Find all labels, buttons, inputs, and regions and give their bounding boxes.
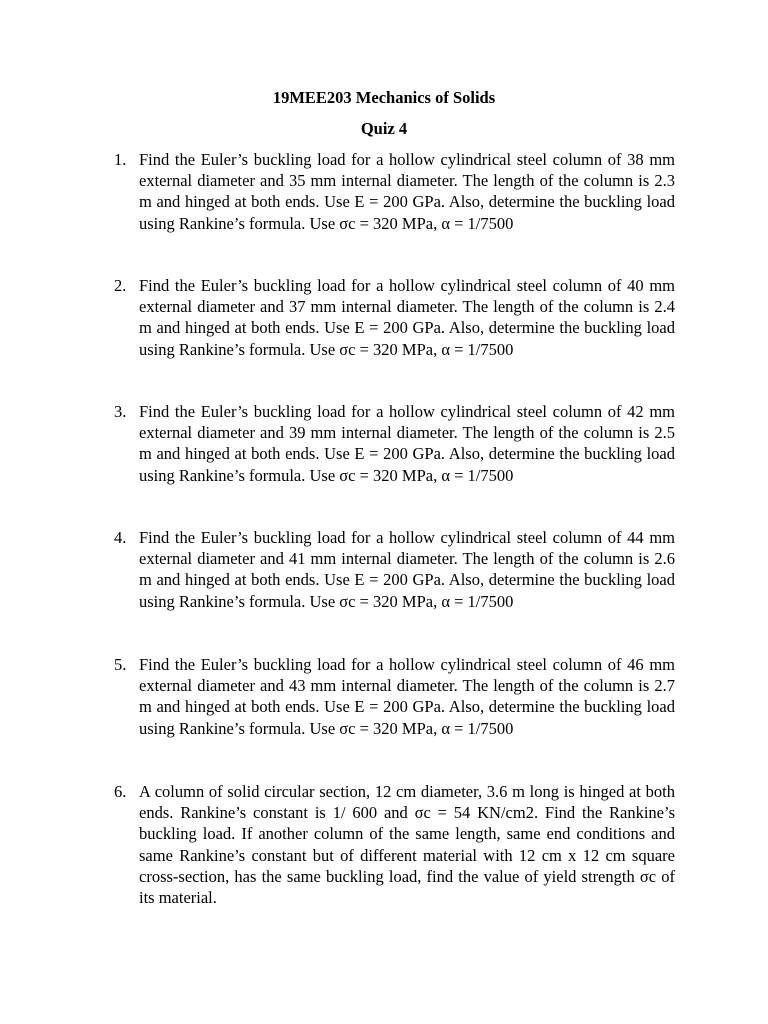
- question-text: A column of solid circular section, 12 cm diameter, 3.6 m long is hinged at both ends. Rankine’s constant is 1/ 600 and σc = 54 KN/cm2. Find the Rankine’s buckling load. If another column of the same length, same end conditions and same Rankine’s constant but of different material with 12 cm x 12 cm square cross-section, has the same buckling load, find the value of yield strength σc of its material.: [139, 782, 675, 908]
- question-text: Find the Euler’s buckling load for a hollow cylindrical steel column of 42 mm external diameter and 39 mm internal diameter. The length of the column is 2.5 m and hinged at both ends. Use E = 200 GPa. Also, determine the buckling load using Rankine’s formula. Use σc = 320 MPa, α = 1/7500: [139, 402, 675, 485]
- question-number: 1.: [114, 150, 127, 169]
- question-number: 2.: [114, 276, 127, 295]
- question-5: [114, 654, 675, 739]
- question-3: [114, 401, 675, 486]
- question-4: [114, 527, 675, 612]
- question-text: Find the Euler’s buckling load for a hollow cylindrical steel column of 46 mm external diameter and 43 mm internal diameter. The length of the column is 2.7 m and hinged at both ends. Use E = 200 GPa. Also, determine the buckling load using Rankine’s formula. Use σc = 320 MPa, α = 1/7500: [139, 655, 675, 738]
- question-6: [114, 781, 675, 908]
- question-number: 3.: [114, 402, 127, 421]
- question-number: 4.: [114, 528, 127, 547]
- question-1: [114, 149, 675, 234]
- question-number: 5.: [114, 655, 127, 674]
- document-title: 19MEE203 Mechanics of Solids: [272, 88, 496, 107]
- question-text: Find the Euler’s buckling load for a hollow cylindrical steel column of 38 mm external diameter and 35 mm internal diameter. The length of the column is 2.3 m and hinged at both ends. Use E = 200 GPa. Also, determine the buckling load using Rankine’s formula. Use σc = 320 MPa, α = 1/7500: [139, 150, 675, 233]
- question-number: 6.: [114, 782, 127, 801]
- question-2: [114, 275, 675, 360]
- quiz-title: Quiz 4: [360, 119, 408, 138]
- question-text: Find the Euler’s buckling load for a hollow cylindrical steel column of 44 mm external diameter and 41 mm internal diameter. The length of the column is 2.6 m and hinged at both ends. Use E = 200 GPa. Also, determine the buckling load using Rankine’s formula. Use σc = 320 MPa, α = 1/7500: [139, 528, 675, 611]
- question-text: Find the Euler’s buckling load for a hollow cylindrical steel column of 40 mm external diameter and 37 mm internal diameter. The length of the column is 2.4 m and hinged at both ends. Use E = 200 GPa. Also, determine the buckling load using Rankine’s formula. Use σc = 320 MPa, α = 1/7500: [139, 276, 675, 359]
